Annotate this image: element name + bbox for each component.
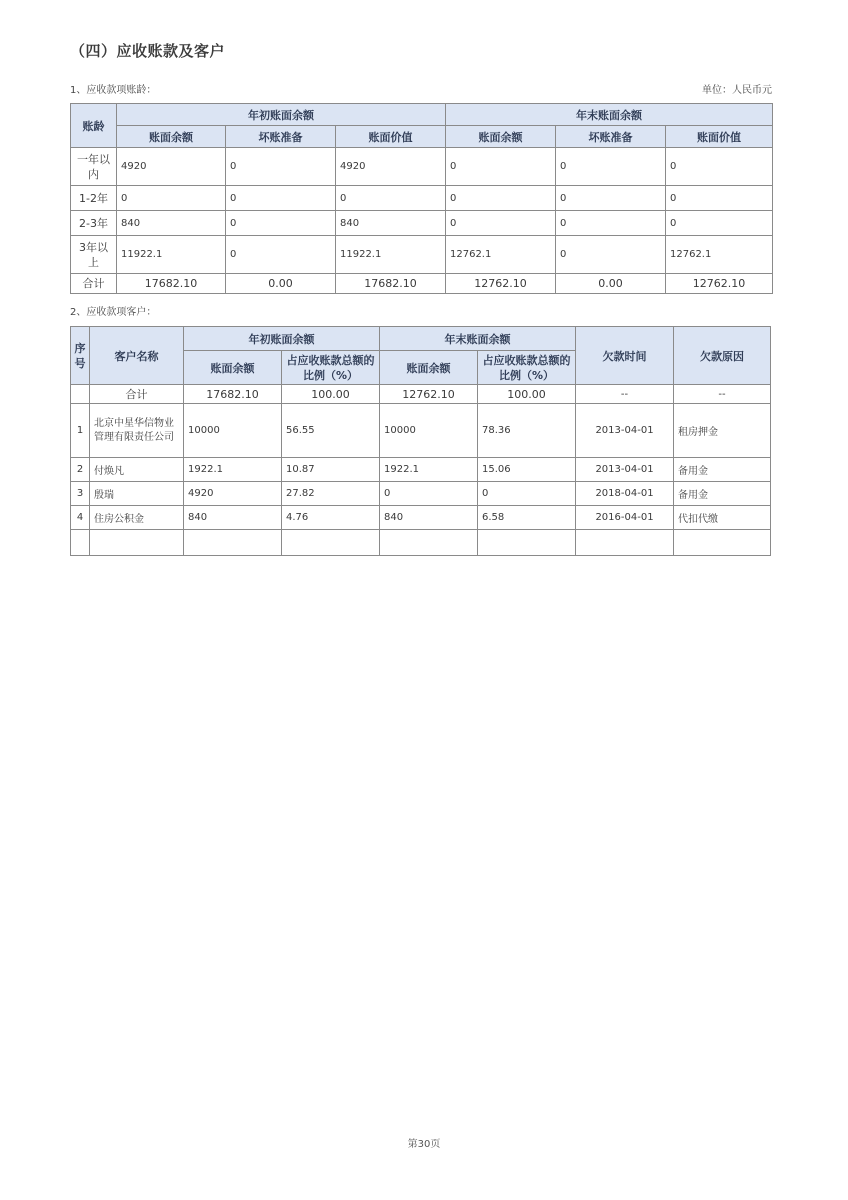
due-time-cell: 2013-04-01: [576, 404, 674, 458]
seq-cell: 4: [71, 506, 90, 530]
value-cell: 0: [556, 236, 666, 274]
value-cell: 56.55: [282, 404, 380, 458]
page-number: 第30页: [407, 1139, 441, 1150]
value-cell: 840: [336, 211, 446, 236]
empty-cell: [90, 530, 184, 556]
due-time-cell: 2013-04-01: [576, 458, 674, 482]
aging-caption: 1、应收款项账龄：: [70, 85, 157, 96]
value-cell: 10000: [380, 404, 478, 458]
total-cell: 0.00: [226, 274, 336, 294]
total-label: 合计: [90, 385, 184, 404]
customer-table: [70, 326, 771, 556]
empty-cell: [184, 530, 282, 556]
due-time-cell: 2018-04-01: [576, 482, 674, 506]
value-cell: 0: [478, 482, 576, 506]
customer-name-cell: 殷瑞: [90, 482, 184, 506]
reason-header: 欠款原因: [674, 327, 771, 385]
value-cell: 78.36: [478, 404, 576, 458]
value-cell: 0: [117, 186, 226, 211]
value-cell: 4920: [117, 148, 226, 186]
age-cell: 2-3年: [71, 211, 117, 236]
empty-cell: [71, 530, 90, 556]
total-cell: 100.00: [282, 385, 380, 404]
closing-bad-debt-header: 坏账准备: [556, 126, 666, 148]
empty-cell: [478, 530, 576, 556]
value-cell: 12762.1: [666, 236, 773, 274]
value-cell: 0: [556, 148, 666, 186]
opening-ratio-header: 占应收账款总额的比例（%）: [282, 351, 380, 385]
total-cell: 17682.10: [184, 385, 282, 404]
total-cell: 12762.10: [380, 385, 478, 404]
total-cell: 12762.10: [446, 274, 556, 294]
total-cell: 100.00: [478, 385, 576, 404]
customer-caption: 2、应收款项客户：: [70, 307, 157, 318]
customer-name-cell: 北京中星华信物业管理有限责任公司: [90, 404, 184, 458]
value-cell: 0: [556, 186, 666, 211]
age-cell: 一年以内: [71, 148, 117, 186]
table-row: [71, 148, 773, 186]
total-row: [71, 385, 771, 404]
opening-book-balance-header: 账面余额: [117, 126, 226, 148]
value-cell: 0: [226, 236, 336, 274]
table-row: [71, 458, 771, 482]
opening-book-balance-header: 账面余额: [184, 351, 282, 385]
value-cell: 0: [446, 148, 556, 186]
customer-name-header: 客户名称: [90, 327, 184, 385]
opening-book-value-header: 账面价值: [336, 126, 446, 148]
value-cell: 10000: [184, 404, 282, 458]
empty-row: [71, 530, 771, 556]
total-cell: 17682.10: [336, 274, 446, 294]
total-row: [71, 274, 773, 294]
due-time-cell: 2016-04-01: [576, 506, 674, 530]
value-cell: 4920: [184, 482, 282, 506]
customer-name-cell: 付焕凡: [90, 458, 184, 482]
value-cell: 0: [226, 186, 336, 211]
table-row: [71, 186, 773, 211]
value-cell: 0: [666, 186, 773, 211]
value-cell: 0: [666, 211, 773, 236]
value-cell: 0: [446, 211, 556, 236]
empty-cell: [380, 530, 478, 556]
value-cell: 0: [666, 148, 773, 186]
value-cell: 15.06: [478, 458, 576, 482]
seq-cell: [71, 385, 90, 404]
value-cell: 27.82: [282, 482, 380, 506]
aging-table: [70, 103, 773, 294]
table-row: [71, 506, 771, 530]
seq-cell: 3: [71, 482, 90, 506]
closing-ratio-header: 占应收账款总额的比例（%）: [478, 351, 576, 385]
empty-cell: [674, 530, 771, 556]
opening-balance-header: 年初账面余额: [117, 104, 446, 126]
due-time-header: 欠款时间: [576, 327, 674, 385]
seq-cell: 1: [71, 404, 90, 458]
empty-cell: [282, 530, 380, 556]
value-cell: 12762.1: [446, 236, 556, 274]
value-cell: 11922.1: [117, 236, 226, 274]
table-row: [71, 404, 771, 458]
age-cell: 3年以上: [71, 236, 117, 274]
value-cell: 0: [226, 211, 336, 236]
seq-header: 序号: [71, 327, 90, 385]
opening-bad-debt-header: 坏账准备: [226, 126, 336, 148]
total-cell: 12762.10: [666, 274, 773, 294]
value-cell: 4920: [336, 148, 446, 186]
reason-cell: 备用金: [674, 458, 771, 482]
value-cell: 840: [184, 506, 282, 530]
total-cell: --: [674, 385, 771, 404]
total-cell: --: [576, 385, 674, 404]
section-heading: （四）应收账款及客户: [70, 42, 226, 60]
value-cell: 1922.1: [184, 458, 282, 482]
value-cell: 0: [380, 482, 478, 506]
closing-book-value-header: 账面价值: [666, 126, 773, 148]
closing-book-balance-header: 账面余额: [446, 126, 556, 148]
total-cell: 17682.10: [117, 274, 226, 294]
value-cell: 0: [336, 186, 446, 211]
table-row: [71, 211, 773, 236]
value-cell: 4.76: [282, 506, 380, 530]
reason-cell: 租房押金: [674, 404, 771, 458]
closing-book-balance-header: 账面余额: [380, 351, 478, 385]
value-cell: 6.58: [478, 506, 576, 530]
table-row: [71, 236, 773, 274]
value-cell: 840: [380, 506, 478, 530]
age-cell: 1-2年: [71, 186, 117, 211]
closing-balance-header: 年末账面余额: [446, 104, 773, 126]
customer-name-cell: 住房公积金: [90, 506, 184, 530]
currency-unit: 单位：人民币元: [702, 85, 772, 96]
value-cell: 10.87: [282, 458, 380, 482]
seq-cell: 2: [71, 458, 90, 482]
value-cell: 0: [446, 186, 556, 211]
table-row: [71, 482, 771, 506]
reason-cell: 备用金: [674, 482, 771, 506]
value-cell: 1922.1: [380, 458, 478, 482]
value-cell: 0: [556, 211, 666, 236]
total-label: 合计: [71, 274, 117, 294]
value-cell: 11922.1: [336, 236, 446, 274]
total-cell: 0.00: [556, 274, 666, 294]
opening-balance-header: 年初账面余额: [184, 327, 380, 351]
value-cell: 840: [117, 211, 226, 236]
value-cell: 0: [226, 148, 336, 186]
age-header: 账龄: [71, 104, 117, 148]
closing-balance-header: 年末账面余额: [380, 327, 576, 351]
reason-cell: 代扣代缴: [674, 506, 771, 530]
empty-cell: [576, 530, 674, 556]
